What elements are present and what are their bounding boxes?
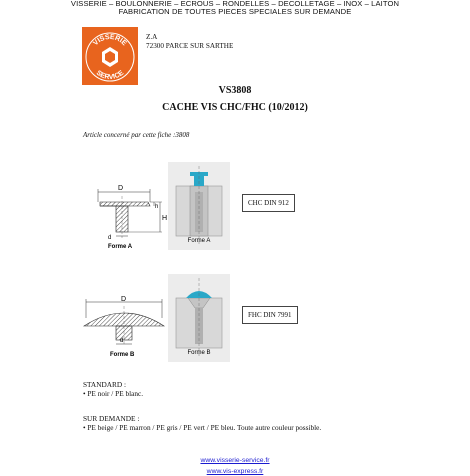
- photo-label-forme-a: Forme A: [187, 238, 211, 244]
- standard-title: STANDARD :: [83, 380, 126, 389]
- company-logo: [82, 27, 138, 85]
- dim-d-outer-b: D: [121, 296, 127, 303]
- dim-h-total: H: [162, 215, 168, 222]
- logo-top-text: VISSERIE: [92, 33, 128, 48]
- drawing-forme-b: [80, 294, 170, 362]
- dim-d-inner: d: [108, 235, 112, 241]
- standard-section: [83, 380, 143, 398]
- product-name: CACHE VIS CHC/FHC (10/2012): [162, 102, 308, 113]
- photo-label-forme-b: Forme B: [187, 350, 211, 356]
- footer: [0, 454, 470, 476]
- photo-forme-a: [168, 162, 230, 250]
- product-ref: VS3808: [218, 85, 252, 96]
- address: [146, 33, 233, 51]
- dim-d-outer: D: [118, 185, 124, 192]
- on-demand-section: [83, 414, 321, 432]
- drawing-label-forme-b: Forme B: [110, 352, 135, 358]
- standard-box-forme-b: FHC DIN 7991: [242, 306, 298, 324]
- footer-link-visserie-service[interactable]: www.visserie-service.fr: [200, 457, 270, 464]
- logo-bottom-text: SERVICE: [94, 69, 126, 82]
- article-note: Article concerné par cette fiche :3808: [83, 131, 190, 139]
- standard-box-forme-a: CHC DIN 912: [242, 194, 295, 212]
- footer-link-vis-express[interactable]: www.vis-express.fr: [206, 468, 264, 475]
- header-line-1: VISSERIE – BOULONNERIE – ECROUS – RONDELLES – DECOLLETAGE – INOX – LAITON: [70, 0, 400, 8]
- on-demand-text: • PE beige / PE marron / PE gris / PE vert / PE bleu. Toute autre couleur possible.: [83, 423, 322, 433]
- address-line-1: Z.A: [146, 33, 158, 41]
- dim-d-inner-b: d: [120, 338, 124, 344]
- address-line-2: 72300 PARCE SUR SARTHE: [146, 42, 234, 50]
- drawing-forme-a: [80, 182, 170, 252]
- header-line-2: FABRICATION DE TOUTES PIECES SPECIALES SUR DEMANDE: [118, 7, 352, 16]
- on-demand-title: SUR DEMANDE :: [83, 414, 140, 423]
- photo-forme-b: [168, 274, 230, 362]
- drawing-label-forme-a: Forme A: [108, 244, 133, 250]
- dim-h: h: [155, 204, 159, 210]
- standard-text: • PE noir / PE blanc.: [83, 389, 144, 399]
